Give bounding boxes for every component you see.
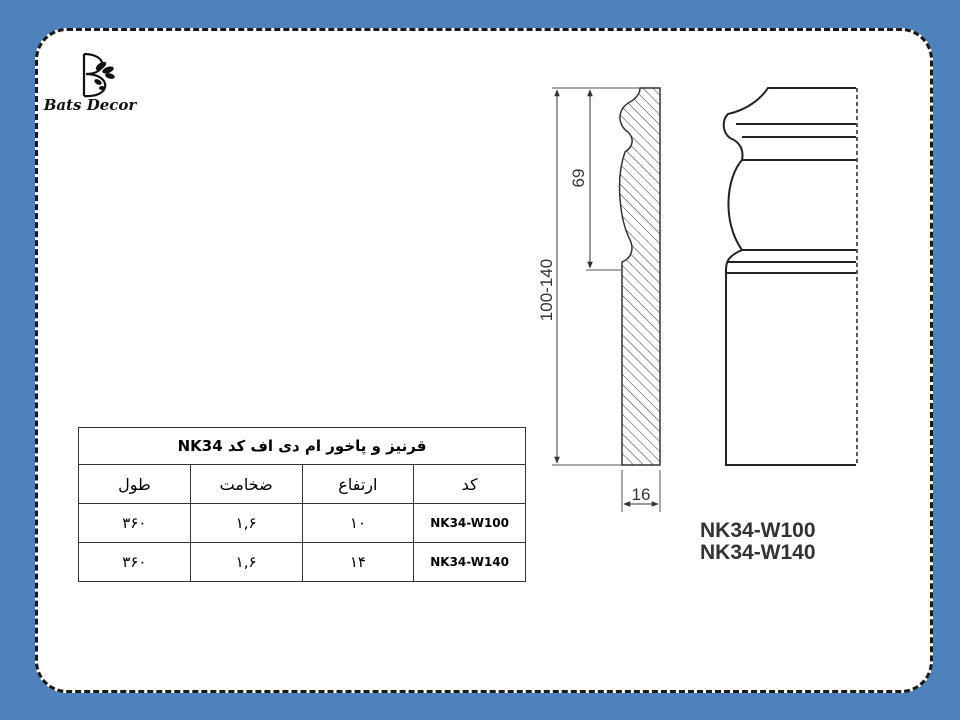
- header-length: طول: [79, 465, 191, 504]
- header-code: کد: [414, 465, 526, 504]
- brand-name: Bats Decor: [43, 96, 137, 114]
- profile-section: [620, 88, 660, 465]
- cell-code: NK34-W140: [414, 543, 526, 582]
- spec-table: [78, 427, 526, 582]
- cell-height: ۱۴: [302, 543, 414, 582]
- cell-length: ۳۶۰: [79, 543, 191, 582]
- header-thickness: ضخامت: [190, 465, 302, 504]
- cell-thickness: ۱,۶: [190, 504, 302, 543]
- cell-thickness: ۱,۶: [190, 543, 302, 582]
- cell-code: NK34-W100: [414, 504, 526, 543]
- cell-height: ۱۰: [302, 504, 414, 543]
- dimension-thickness-label: 16: [631, 485, 651, 504]
- table-row: [79, 543, 526, 582]
- header-height: ارتفاع: [302, 465, 414, 504]
- model-code-w100: NK34-W100: [700, 519, 816, 542]
- model-codes: [700, 520, 880, 564]
- dimension-total-label: 100-140: [537, 258, 556, 322]
- table-title: قرنیز و پاخور ام دی اف کد NK34: [79, 428, 526, 465]
- model-code-w140: NK34-W140: [700, 541, 816, 564]
- table-header-row: [79, 465, 526, 504]
- cell-length: ۳۶۰: [79, 504, 191, 543]
- front-view: [724, 88, 856, 465]
- table-row: [79, 504, 526, 543]
- dimension-profile-label: 69: [569, 168, 588, 188]
- profile-drawing: [520, 80, 900, 520]
